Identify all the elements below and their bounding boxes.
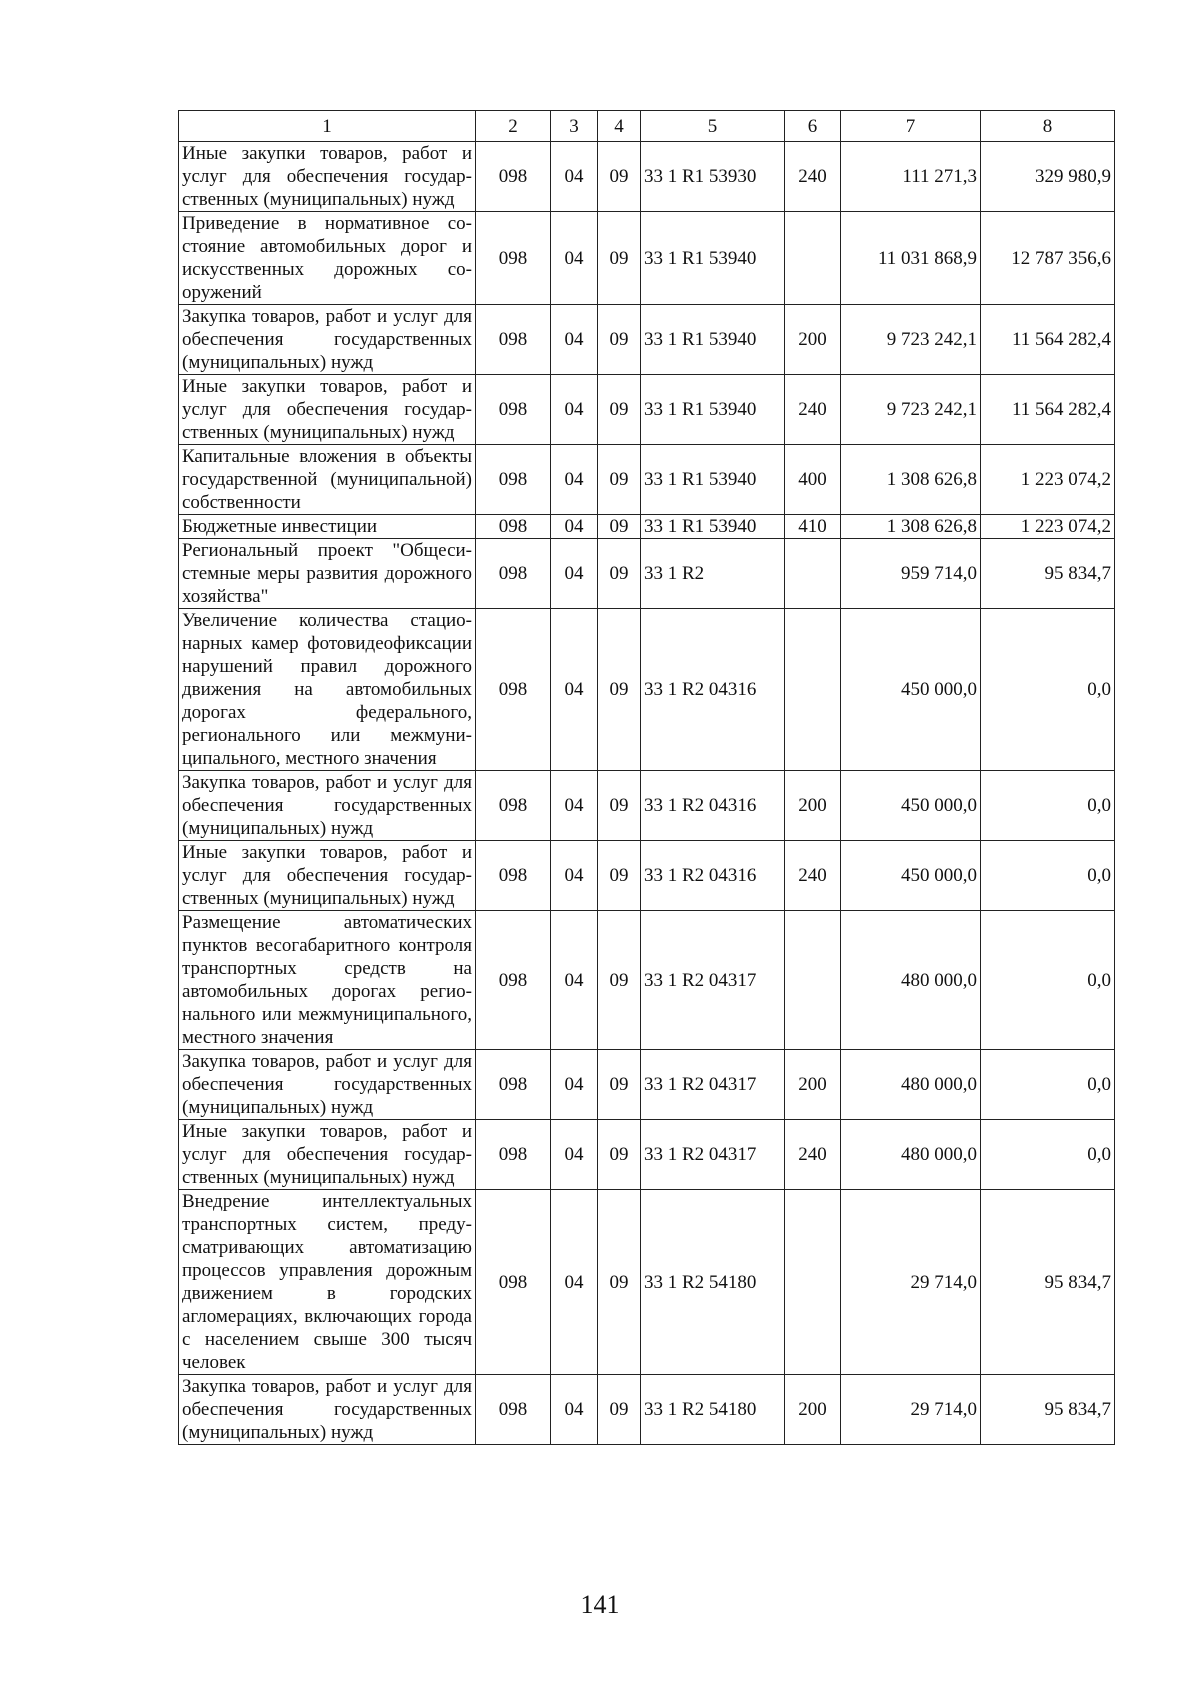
amount-year2-cell: 0,0 xyxy=(981,841,1115,911)
ministry-code-cell: 098 xyxy=(476,305,551,375)
target-article-cell: 33 1 R2 04317 xyxy=(641,911,785,1050)
amount-year2-cell: 0,0 xyxy=(981,609,1115,771)
section-cell: 04 xyxy=(551,445,598,515)
amount-year2-cell: 95 834,7 xyxy=(981,539,1115,609)
expense-type-cell: 240 xyxy=(785,1120,841,1190)
target-article-cell: 33 1 R2 04317 xyxy=(641,1120,785,1190)
subsection-cell: 09 xyxy=(598,1375,641,1445)
expense-type-cell: 240 xyxy=(785,142,841,212)
subsection-cell: 09 xyxy=(598,445,641,515)
subsection-cell: 09 xyxy=(598,911,641,1050)
section-cell: 04 xyxy=(551,1050,598,1120)
row-name-cell: Иные закупки товаров, работ и услуг для обеспечения государственных (муниципальных) нужд xyxy=(179,142,476,212)
subsection-cell: 09 xyxy=(598,539,641,609)
ministry-code-cell: 098 xyxy=(476,212,551,305)
row-name-cell: Закупка товаров, работ и услуг для обеспечения государственных (муниципальных) нужд xyxy=(179,771,476,841)
subsection-cell: 09 xyxy=(598,142,641,212)
expense-type-cell xyxy=(785,539,841,609)
amount-year2-cell: 329 980,9 xyxy=(981,142,1115,212)
table-row xyxy=(179,911,1115,1050)
amount-year2-cell: 0,0 xyxy=(981,1120,1115,1190)
row-name-cell: Закупка товаров, работ и услуг для обеспечения государственных (муниципальных) нужд xyxy=(179,1050,476,1120)
row-name-cell: Закупка товаров, работ и услуг для обеспечения государственных (муниципальных) нужд xyxy=(179,1375,476,1445)
table-row xyxy=(179,515,1115,539)
section-cell: 04 xyxy=(551,515,598,539)
amount-year1-cell: 9 723 242,1 xyxy=(841,375,981,445)
section-cell: 04 xyxy=(551,142,598,212)
amount-year1-cell: 450 000,0 xyxy=(841,771,981,841)
subsection-cell: 09 xyxy=(598,1190,641,1375)
header-cell: 4 xyxy=(598,111,641,142)
row-name-cell: Закупка товаров, работ и услуг для обеспечения государственных (муниципальных) нужд xyxy=(179,305,476,375)
table-body xyxy=(179,111,1115,1445)
expense-type-cell: 200 xyxy=(785,1050,841,1120)
target-article-cell: 33 1 R1 53940 xyxy=(641,212,785,305)
section-cell: 04 xyxy=(551,212,598,305)
row-name-cell: Региональный проект "Общесистемные меры развития дорожного хозяйства" xyxy=(179,539,476,609)
row-name-cell: Иные закупки товаров, работ и услуг для обеспечения государственных (муниципальных) нужд xyxy=(179,1120,476,1190)
table-row xyxy=(179,142,1115,212)
expense-type-cell: 240 xyxy=(785,841,841,911)
row-name-cell: Приведение в нормативное состояние автомобильных дорог и искусственных дорожных сооружений xyxy=(179,212,476,305)
header-cell: 3 xyxy=(551,111,598,142)
target-article-cell: 33 1 R1 53940 xyxy=(641,445,785,515)
target-article-cell: 33 1 R2 xyxy=(641,539,785,609)
table-row xyxy=(179,539,1115,609)
section-cell: 04 xyxy=(551,911,598,1050)
amount-year1-cell: 450 000,0 xyxy=(841,841,981,911)
ministry-code-cell: 098 xyxy=(476,375,551,445)
table-row xyxy=(179,212,1115,305)
target-article-cell: 33 1 R1 53940 xyxy=(641,375,785,445)
header-cell: 1 xyxy=(179,111,476,142)
expense-type-cell xyxy=(785,212,841,305)
subsection-cell: 09 xyxy=(598,515,641,539)
header-cell: 8 xyxy=(981,111,1115,142)
section-cell: 04 xyxy=(551,1120,598,1190)
table-header-row xyxy=(179,111,1115,142)
target-article-cell: 33 1 R2 04316 xyxy=(641,771,785,841)
table-row xyxy=(179,1050,1115,1120)
expense-type-cell xyxy=(785,609,841,771)
ministry-code-cell: 098 xyxy=(476,911,551,1050)
ministry-code-cell: 098 xyxy=(476,1120,551,1190)
table-row xyxy=(179,1190,1115,1375)
target-article-cell: 33 1 R2 04316 xyxy=(641,609,785,771)
subsection-cell: 09 xyxy=(598,212,641,305)
target-article-cell: 33 1 R2 04317 xyxy=(641,1050,785,1120)
expense-type-cell: 400 xyxy=(785,445,841,515)
header-cell: 7 xyxy=(841,111,981,142)
amount-year1-cell: 29 714,0 xyxy=(841,1375,981,1445)
header-cell: 6 xyxy=(785,111,841,142)
header-cell: 2 xyxy=(476,111,551,142)
ministry-code-cell: 098 xyxy=(476,445,551,515)
ministry-code-cell: 098 xyxy=(476,609,551,771)
ministry-code-cell: 098 xyxy=(476,539,551,609)
amount-year1-cell: 480 000,0 xyxy=(841,911,981,1050)
row-name-cell: Внедрение интеллектуальных транспортных систем, предусматривающих автоматизацию процессов управления дорожным движением в городских агломерациях, включающих города с населением свыше 300 тысяч человек xyxy=(179,1190,476,1375)
target-article-cell: 33 1 R2 04316 xyxy=(641,841,785,911)
table-row xyxy=(179,1375,1115,1445)
target-article-cell: 33 1 R2 54180 xyxy=(641,1190,785,1375)
table-row xyxy=(179,375,1115,445)
section-cell: 04 xyxy=(551,539,598,609)
table-row xyxy=(179,841,1115,911)
section-cell: 04 xyxy=(551,1190,598,1375)
target-article-cell: 33 1 R1 53940 xyxy=(641,305,785,375)
row-name-cell: Иные закупки товаров, работ и услуг для обеспечения государственных (муниципальных) нужд xyxy=(179,375,476,445)
amount-year2-cell: 95 834,7 xyxy=(981,1190,1115,1375)
expense-type-cell xyxy=(785,911,841,1050)
subsection-cell: 09 xyxy=(598,305,641,375)
row-name-cell: Размещение автоматических пунктов весогабаритного контроля транспортных средств на автомобильных дорогах регионального или межмуниципального, местного значения xyxy=(179,911,476,1050)
target-article-cell: 33 1 R1 53940 xyxy=(641,515,785,539)
row-name-cell: Увеличение количества стационарных камер фотовидеофиксации нарушений правил дорожного движения на автомобильных дорогах федерального, регионального или межмуниципального, местного значения xyxy=(179,609,476,771)
expense-type-cell: 240 xyxy=(785,375,841,445)
row-name-cell: Капитальные вложения в объекты государственной (муниципальной) собственности xyxy=(179,445,476,515)
amount-year2-cell: 0,0 xyxy=(981,911,1115,1050)
amount-year1-cell: 11 031 868,9 xyxy=(841,212,981,305)
table-row xyxy=(179,771,1115,841)
subsection-cell: 09 xyxy=(598,609,641,771)
header-cell: 5 xyxy=(641,111,785,142)
amount-year1-cell: 450 000,0 xyxy=(841,609,981,771)
table-row xyxy=(179,609,1115,771)
subsection-cell: 09 xyxy=(598,771,641,841)
ministry-code-cell: 098 xyxy=(476,841,551,911)
section-cell: 04 xyxy=(551,841,598,911)
amount-year2-cell: 0,0 xyxy=(981,771,1115,841)
section-cell: 04 xyxy=(551,375,598,445)
amount-year2-cell: 11 564 282,4 xyxy=(981,375,1115,445)
expense-type-cell: 200 xyxy=(785,1375,841,1445)
expense-type-cell: 410 xyxy=(785,515,841,539)
amount-year2-cell: 12 787 356,6 xyxy=(981,212,1115,305)
table-row xyxy=(179,445,1115,515)
amount-year1-cell: 959 714,0 xyxy=(841,539,981,609)
amount-year1-cell: 111 271,3 xyxy=(841,142,981,212)
amount-year1-cell: 480 000,0 xyxy=(841,1050,981,1120)
page-number: 141 xyxy=(580,1590,620,1619)
section-cell: 04 xyxy=(551,609,598,771)
amount-year1-cell: 480 000,0 xyxy=(841,1120,981,1190)
ministry-code-cell: 098 xyxy=(476,142,551,212)
ministry-code-cell: 098 xyxy=(476,1375,551,1445)
amount-year1-cell: 29 714,0 xyxy=(841,1190,981,1375)
target-article-cell: 33 1 R2 54180 xyxy=(641,1375,785,1445)
amount-year2-cell: 0,0 xyxy=(981,1050,1115,1120)
ministry-code-cell: 098 xyxy=(476,515,551,539)
amount-year2-cell: 11 564 282,4 xyxy=(981,305,1115,375)
amount-year2-cell: 95 834,7 xyxy=(981,1375,1115,1445)
row-name-cell: Бюджетные инвестиции xyxy=(179,515,476,539)
expense-type-cell: 200 xyxy=(785,305,841,375)
subsection-cell: 09 xyxy=(598,841,641,911)
section-cell: 04 xyxy=(551,1375,598,1445)
amount-year1-cell: 1 308 626,8 xyxy=(841,445,981,515)
subsection-cell: 09 xyxy=(598,375,641,445)
table-row xyxy=(179,1120,1115,1190)
amount-year1-cell: 1 308 626,8 xyxy=(841,515,981,539)
expense-type-cell xyxy=(785,1190,841,1375)
amount-year2-cell: 1 223 074,2 xyxy=(981,445,1115,515)
expense-type-cell: 200 xyxy=(785,771,841,841)
target-article-cell: 33 1 R1 53930 xyxy=(641,142,785,212)
ministry-code-cell: 098 xyxy=(476,1190,551,1375)
subsection-cell: 09 xyxy=(598,1120,641,1190)
budget-table-container xyxy=(178,110,1115,1445)
ministry-code-cell: 098 xyxy=(476,771,551,841)
amount-year2-cell: 1 223 074,2 xyxy=(981,515,1115,539)
section-cell: 04 xyxy=(551,771,598,841)
ministry-code-cell: 098 xyxy=(476,1050,551,1120)
row-name-cell: Иные закупки товаров, работ и услуг для обеспечения государственных (муниципальных) нужд xyxy=(179,841,476,911)
budget-table xyxy=(178,110,1115,1445)
table-row xyxy=(179,305,1115,375)
subsection-cell: 09 xyxy=(598,1050,641,1120)
section-cell: 04 xyxy=(551,305,598,375)
amount-year1-cell: 9 723 242,1 xyxy=(841,305,981,375)
